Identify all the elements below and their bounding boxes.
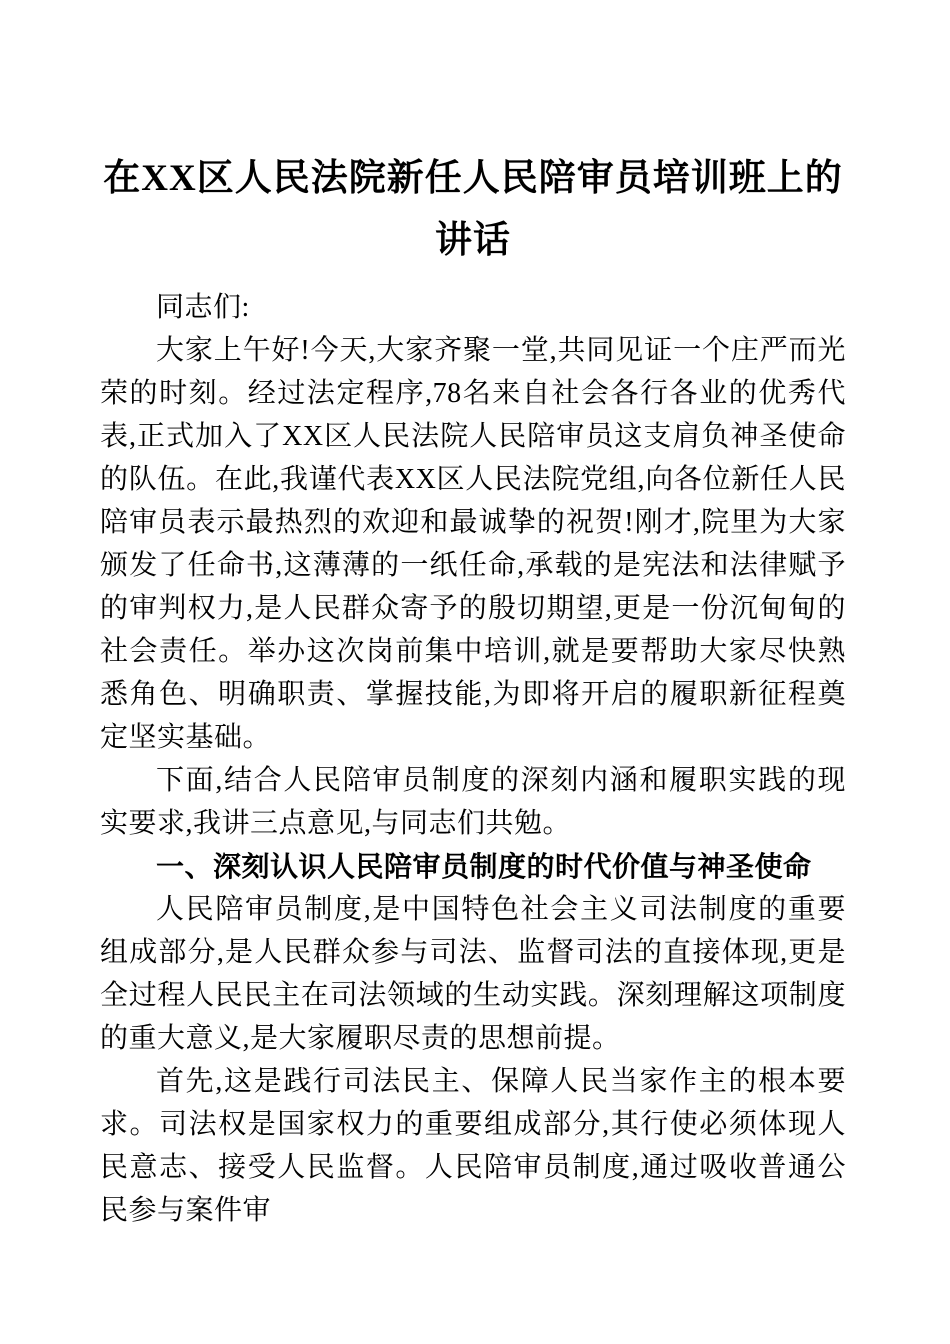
document-body xyxy=(100,286,846,1232)
paragraph-transition: 下面,结合人民陪审员制度的深刻内涵和履职实践的现实要求,我讲三点意见,与同志们共勉。 xyxy=(100,765,846,839)
paragraph-salutation: 同志们: xyxy=(156,292,250,323)
paragraph-section1-intro: 人民陪审员制度,是中国特色社会主义司法制度的重要组成部分,是人民群众参与司法、监督司法的直接体现,更是全过程人民民主在司法领域的生动实践。深刻理解这项制度的重大意义,是大家履职尽责的思想前提。 xyxy=(100,894,846,1054)
section-heading-1: 一、深刻认识人民陪审员制度的时代价值与神圣使命 xyxy=(156,851,812,882)
document-title: 在XX区人民法院新任人民陪审员培训班上的讲话 xyxy=(103,158,843,261)
paragraph-section1-point1: 首先,这是践行司法民主、保障人民当家作主的根本要求。司法权是国家权力的重要组成部分,其行使必须体现人民意志、接受人民监督。人民陪审员制度,通过吸收普通公民参与案件审 xyxy=(100,1066,846,1226)
paragraph-opening: 大家上午好!今天,大家齐聚一堂,共同见证一个庄严而光荣的时刻。经过法定程序,78名来自社会各行各业的优秀代表,正式加入了XX区人民法院人民陪审员这支肩负神圣使命的队伍。在此,我谨代表XX区人民法院党组,向各位新任人民陪审员表示最热烈的欢迎和最诚挚的祝贺!刚才,院里为大家颁发了任命书,这薄薄的一纸任命,承载的是宪法和法律赋予的审判权力,是人民群众寄予的殷切期望,更是一份沉甸甸的社会责任。举办这次岗前集中培训,就是要帮助大家尽快熟悉角色、明确职责、掌握技能,为即将开启的履职新征程奠定坚实基础。 xyxy=(100,335,846,753)
